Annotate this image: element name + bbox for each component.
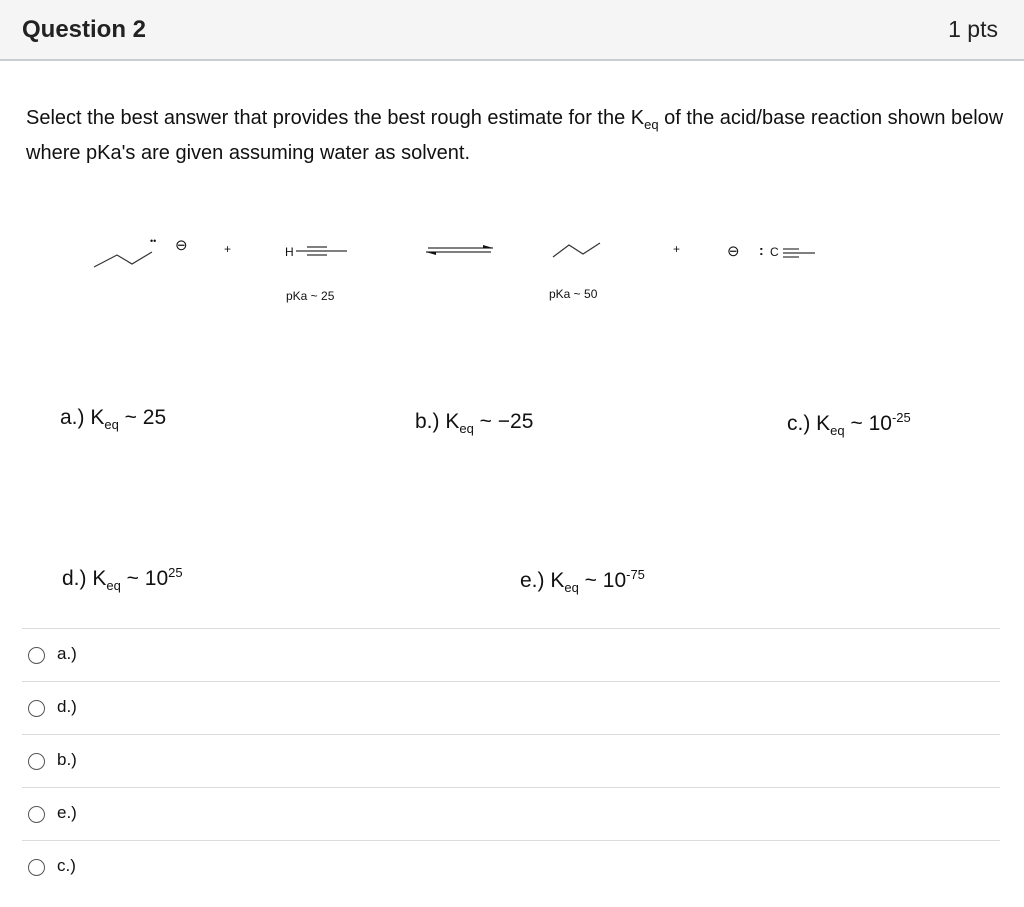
negative-charge-icon-2: ⊖ bbox=[727, 243, 740, 260]
question-title: Question 2 bbox=[22, 16, 147, 43]
answer-label[interactable]: d.) bbox=[57, 697, 77, 716]
radio-button[interactable] bbox=[28, 806, 45, 823]
carbon-label: C bbox=[770, 245, 779, 259]
opt-value: ~ 25 bbox=[118, 406, 167, 429]
answer-label[interactable]: e.) bbox=[57, 803, 77, 822]
opt-sub: eq bbox=[459, 421, 474, 437]
answer-label[interactable]: b.) bbox=[57, 750, 77, 769]
opt-value: ~ −25 bbox=[473, 410, 534, 433]
radio-button[interactable] bbox=[28, 647, 45, 664]
answer-label[interactable]: a.) bbox=[57, 644, 77, 663]
opt-exp: 25 bbox=[168, 565, 183, 580]
option-b-text bbox=[415, 408, 533, 436]
answer-label[interactable]: c.) bbox=[57, 856, 76, 875]
opt-sub: eq bbox=[830, 423, 845, 439]
answer-option[interactable] bbox=[22, 681, 1000, 734]
opt-value: ~ 10 bbox=[120, 567, 169, 590]
answer-option[interactable] bbox=[22, 628, 1000, 681]
opt-value: ~ 10 bbox=[844, 412, 892, 435]
opt-label: b.) K bbox=[415, 410, 460, 433]
lone-pair-colon: : bbox=[759, 242, 764, 258]
opt-label: c.) K bbox=[787, 412, 831, 435]
opt-label: d.) K bbox=[62, 567, 107, 590]
radio-button[interactable] bbox=[28, 753, 45, 770]
hydrogen-label: H bbox=[285, 245, 294, 259]
negative-charge-icon: ⊖ bbox=[175, 237, 188, 254]
opt-sub: eq bbox=[564, 580, 579, 596]
opt-sub: eq bbox=[106, 578, 121, 594]
question-points: 1 pts bbox=[948, 16, 998, 42]
answer-option[interactable] bbox=[22, 840, 1000, 893]
radio-button[interactable] bbox=[28, 700, 45, 717]
answer-option[interactable] bbox=[22, 734, 1000, 787]
option-e-text bbox=[520, 567, 645, 595]
plus-sign: + bbox=[224, 242, 232, 256]
reaction-structures bbox=[0, 0, 1024, 320]
option-c-text bbox=[787, 410, 911, 438]
opt-label: a.) K bbox=[60, 406, 105, 429]
option-a-text bbox=[60, 404, 166, 432]
opt-value: ~ 10 bbox=[578, 569, 627, 592]
opt-sub: eq bbox=[104, 417, 119, 433]
radio-button[interactable] bbox=[28, 859, 45, 876]
opt-exp: -75 bbox=[626, 567, 645, 582]
prompt-text-2: of the acid/base reaction shown below where pKa's are given assuming water as solvent. bbox=[26, 107, 1004, 164]
opt-label: e.) K bbox=[520, 569, 565, 592]
prompt-text: Select the best answer that provides the best rough estimate for the K bbox=[26, 107, 645, 129]
plus-sign-2: + bbox=[673, 242, 681, 256]
option-d-text bbox=[62, 565, 183, 593]
answer-option[interactable] bbox=[22, 787, 1000, 840]
pka-conjugate-acid: pKa ~ 50 bbox=[549, 287, 598, 301]
lone-pair: •• bbox=[150, 236, 157, 246]
prompt-sub: eq bbox=[644, 117, 659, 132]
pka-acid: pKa ~ 25 bbox=[286, 289, 335, 303]
opt-exp: -25 bbox=[891, 410, 911, 425]
